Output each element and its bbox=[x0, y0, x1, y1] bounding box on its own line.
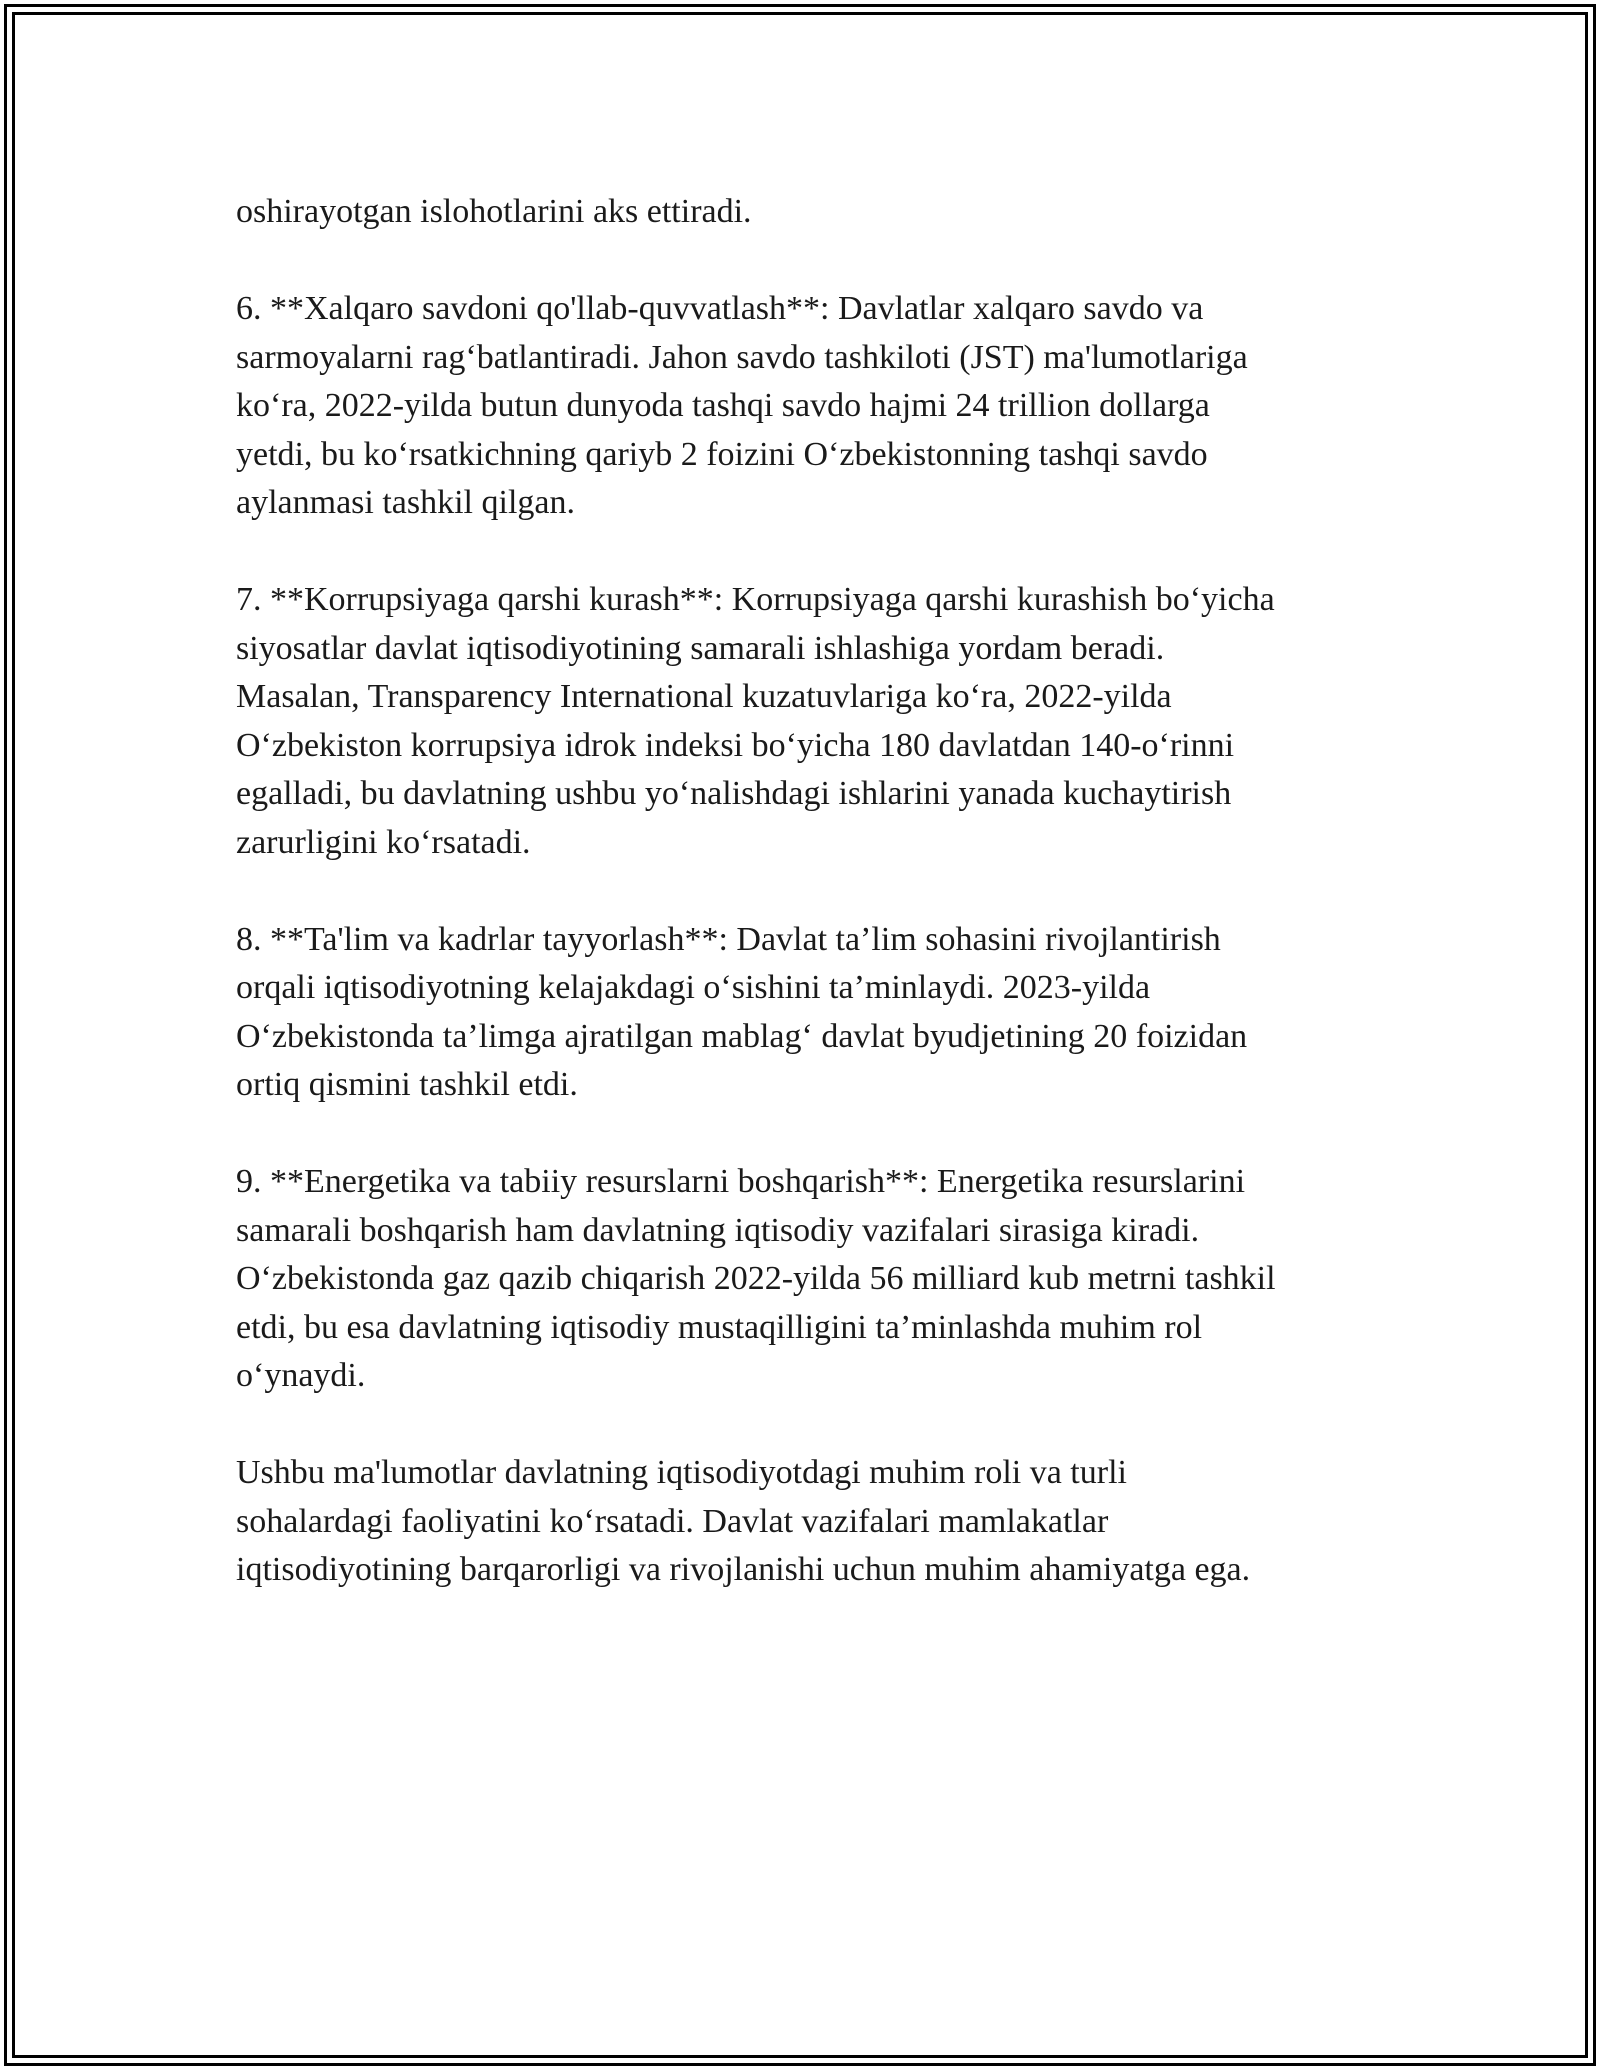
document-body bbox=[236, 188, 1416, 1643]
paragraph-item-6: 6. **Xalqaro savdoni qo'llab-quvvatlash**: Davlatlar xalqaro savdo va sarmoyalarni rag‘batlantiradi. Jahon savdo tashkiloti (JST) ma'lumotlariga ko‘ra, 2022-yilda butun dunyoda tashqi savdo hajmi 24 trillion dollarga yetdi, bu ko‘rsatkichning qariyb 2 foizini O‘zbekistonning tashqi savdo aylanmasi tashkil qilgan. bbox=[236, 290, 1248, 521]
paragraph-item-8: 8. **Ta'lim va kadrlar tayyorlash**: Davlat ta’lim sohasini rivojlantirish orqali iqtisodiyotning kelajakdagi o‘sishini ta’minlaydi. 2023-yilda O‘zbekistonda ta’limga ajratilgan mablag‘ davlat byudjetining 20 foizidan ortiq qismini tashkil etdi. bbox=[236, 920, 1248, 1103]
paragraph-item-9: 9. **Energetika va tabiiy resurslarni boshqarish**: Energetika resurslarini samarali boshqarish ham davlatning iqtisodiy vazifalari sirasiga kiradi. O‘zbekistonda gaz qazib chiqarish 2022-yilda 56 milliard kub metrni tashkil etdi, bu esa davlatning iqtisodiy mustaqilligini ta’minlashda muhim rol o‘ynaydi. bbox=[236, 1163, 1276, 1394]
paragraph-continuation: oshirayotgan islohotlarini aks ettiradi. bbox=[236, 193, 752, 230]
paragraph-conclusion: Ushbu ma'lumotlar davlatning iqtisodiyotdagi muhim roli va turli sohalardagi faoliyatini ko‘rsatadi. Davlat vazifalari mamlakatlar iqtisodiyotining barqarorligi va rivojlanishi uchun muhim ahamiyatga ega. bbox=[236, 1454, 1251, 1588]
paragraph-item-7: 7. **Korrupsiyaga qarshi kurash**: Korrupsiyaga qarshi kurashish bo‘yicha siyosatlar davlat iqtisodiyotining samarali ishlashiga yordam beradi. Masalan, Transparency International kuzatuvlariga ko‘ra, 2022-yilda O‘zbekiston korrupsiya idrok indeksi bo‘yicha 180 davlatdan 140-o‘rinni egalladi, bu davlatning ushbu yo‘nalishdagi ishlarini yanada kuchaytirish zarurligini ko‘rsatadi. bbox=[236, 581, 1275, 861]
